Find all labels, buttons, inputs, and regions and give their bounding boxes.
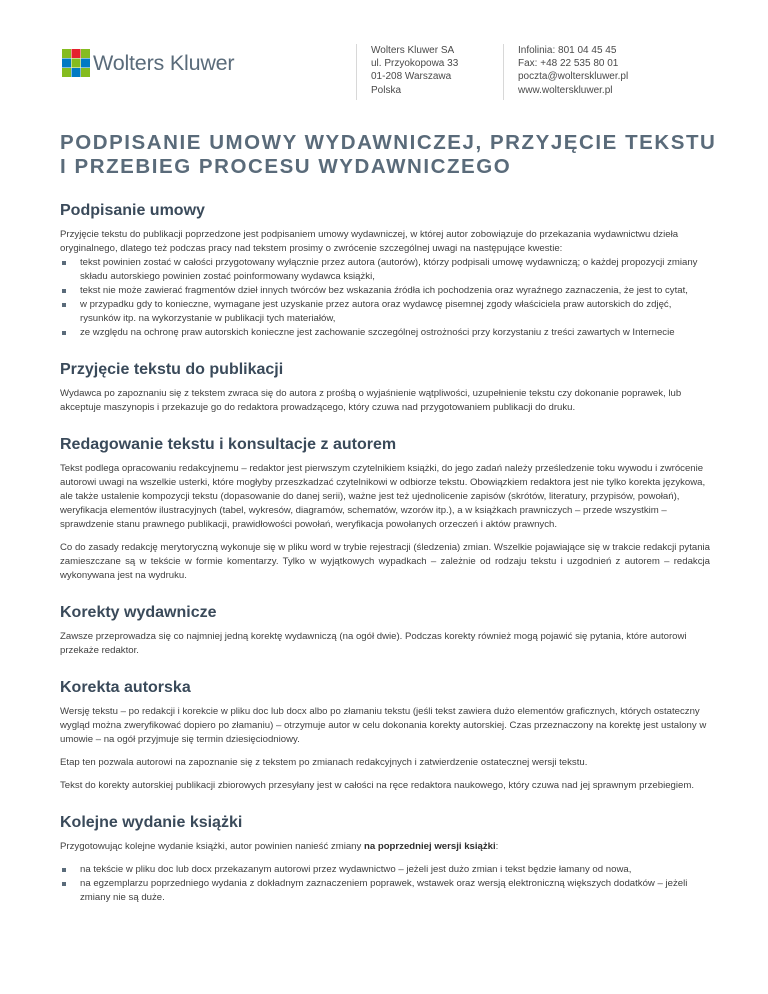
paragraph xyxy=(60,840,710,854)
address-line: Polska xyxy=(371,84,402,96)
paragraph: Tekst podlega opracowaniu redakcyjnemu – redaktor jest pierwszym czytelnikiem książki, do jego zadań należy prześledzenie toku wywodu i zwrócenie autorowi uwagi na wszelkie usterki, które mogłyby przeszkadzać czytelnikowi w odbiorze tekstu. Obowiązkiem redaktora jest nie tylko korekta językowa, ale także ustalenie kompozycji tekstu (dopasowanie do danej serii), ważne jest też ujednolicenie zapisów (skrótów, literatury, przypisów, powołań), weryfikacja elementów ilustracyjnych (tabel, wykresów, diagramów, schematów, wzorów itp.), a w książkach prawniczych – przede wszystkim – sprawdzenie stanu prawnego publikacji, prawidłowości powołań, weryfikacja powołanych orzeczeń i aktów prawnych. xyxy=(60,463,706,530)
section-author-proof xyxy=(60,678,710,793)
paragraph: Tekst do korekty autorskiej publikacji zbiorowych przesyłany jest w całości na ręce redaktora naukowego, który czuwa nad jej sprawnym przebiegiem. xyxy=(60,780,695,791)
website-link[interactable]: www.wolterskluwer.pl xyxy=(518,84,613,96)
logo-text: Wolters Kluwer xyxy=(93,50,235,75)
section-heading: Kolejne wydanie książki xyxy=(60,814,243,831)
document-body xyxy=(60,201,710,925)
bullet-item: na tekście w pliku doc lub docx przekazanym autorowi przez wydawnictwo – jeżeli jest dużo zmian i tekst będzie łamany od nowa, xyxy=(60,863,710,877)
wolters-kluwer-logo-icon xyxy=(60,47,92,79)
paragraph: Zawsze przeprowadza się co najmniej jedną korektę wydawniczą (na ogół dwie). Podczas korekty również mogą pojawić się pytania, które autorowi przekaże redaktor. xyxy=(60,631,687,656)
section-heading: Redagowanie tekstu i konsultacje z autorem xyxy=(60,436,397,453)
bullet-item: tekst powinien zostać w całości przygotowany wyłącznie przez autora (autorów), którzy podpisali umowę wydawniczą; o każdej propozycji zmiany składu autorskiego powinien zostać poinformowany wydawca książki, xyxy=(60,256,710,284)
section-heading: Podpisanie umowy xyxy=(60,202,205,219)
bullet-list xyxy=(60,256,710,340)
section-heading: Korekty wydawnicze xyxy=(60,604,217,621)
emphasis-text: na poprzedniej wersji książki xyxy=(363,841,496,852)
bullet-item: tekst nie może zawierać fragmentów dzieł innych twórców bez wskazania źródła ich pochodzenia oraz wyraźnego zaznaczenia, że jest to cytat, xyxy=(60,284,710,298)
section-heading: Korekta autorska xyxy=(60,679,191,696)
bullet-list xyxy=(60,863,710,905)
section-next-edition xyxy=(60,813,710,905)
text-run: : xyxy=(495,841,499,852)
header-divider-left xyxy=(356,44,357,100)
section-publisher-proofs xyxy=(60,603,710,658)
document-title xyxy=(60,131,720,179)
title-line-1: PODPISANIE UMOWY WYDAWNICZEJ, PRZYJĘCIE TEKSTU xyxy=(60,131,717,154)
address-line: ul. Przyokopowa 33 xyxy=(371,58,459,70)
address-line: Wolters Kluwer SA xyxy=(371,45,455,56)
hotline: Infolinia: 801 04 45 45 xyxy=(518,45,617,56)
company-logo xyxy=(60,47,234,79)
paragraph: Wersję tekstu – po redakcji i korekcie w pliku doc lub docx albo po złamaniu tekstu (jeśli tekst zawiera dużo elementów graficznych, których ostateczny wygląd można zweryfikować dopiero po złamaniu) – otrzymuje autor w celu dokonania korekty autorskiej. Czas przeznaczony na korektę jest ustalony w umowie – na ogół przyjmuje się termin dziesięciodniowy. xyxy=(60,706,707,745)
fax: Fax: +48 22 535 80 01 xyxy=(518,58,619,70)
section-signing-contract xyxy=(60,201,710,340)
bullet-item: na egzemplarzu poprzedniego wydania z dokładnym zaznaczeniem poprawek, wstawek oraz wersją elektroniczną większych dodatków – jeżeli zmiany nie są duże. xyxy=(60,877,710,905)
email-link[interactable]: poczta@wolterskluwer.pl xyxy=(518,71,629,83)
letterhead xyxy=(60,44,720,104)
paragraph: Etap ten pozwala autorowi na zapoznanie się z tekstem po zmianach redakcyjnych i zatwierdzenie ostatecznej wersji tekstu. xyxy=(60,757,588,768)
section-heading: Przyjęcie tekstu do publikacji xyxy=(60,361,284,378)
section-editing xyxy=(60,435,710,583)
text-run: Przygotowując kolejne wydanie książki, autor powinien nanieść zmiany xyxy=(60,841,364,852)
bullet-item: w przypadku gdy to konieczne, wymagane jest uzyskanie przez autora oraz wydawcę pisemnej zgody właściciela praw autorskich do zdjęć, rysunków itp. na wykorzystanie w publikacji tych materiałów, xyxy=(60,298,710,326)
company-address xyxy=(371,44,458,97)
paragraph: Przyjęcie tekstu do publikacji poprzedzone jest podpisaniem umowy wydawniczej, w której autor zobowiązuje do przekazania wydawnictwu dzieła oryginalnego, dlatego też podczas pracy nad tekstem prosimy o zwrócenie szczególnej uwagi na następujące kwestie: xyxy=(60,229,679,254)
address-line: 01-208 Warszawa xyxy=(371,71,452,83)
paragraph: Co do zasady redakcję merytoryczną wykonuje się w pliku word w trybie rejestracji (śledzenia) zmian. Wszelkie pojawiające się w trakcie redakcji pytania zamieszczane są w tekście w formie komentarzy. Tylko w wyjątkowych wypadkach – zależnie od rodzaju tekstu i uzgodnień z autorem – redakcja wykonywana jest na wydruku. xyxy=(60,542,710,581)
bullet-item: ze względu na ochronę praw autorskich konieczne jest zachowanie szczególnej ostrożności przy korzystaniu z treści zawartych w Internecie xyxy=(60,326,710,340)
header-divider-right xyxy=(503,44,504,100)
paragraph: Wydawca po zapoznaniu się z tekstem zwraca się do autora z prośbą o wyjaśnienie wątpliwości, uzupełnienie tekstu czy dokonanie poprawek, lub akceptuje maszynopis i przekazuje go do redaktora prowadzącego, który czuwa nad przygotowaniem publikacji do druku. xyxy=(60,388,682,413)
section-text-acceptance xyxy=(60,360,710,415)
company-contact xyxy=(518,44,628,97)
title-line-2: I PRZEBIEG PROCESU WYDAWNICZEGO xyxy=(60,155,512,178)
